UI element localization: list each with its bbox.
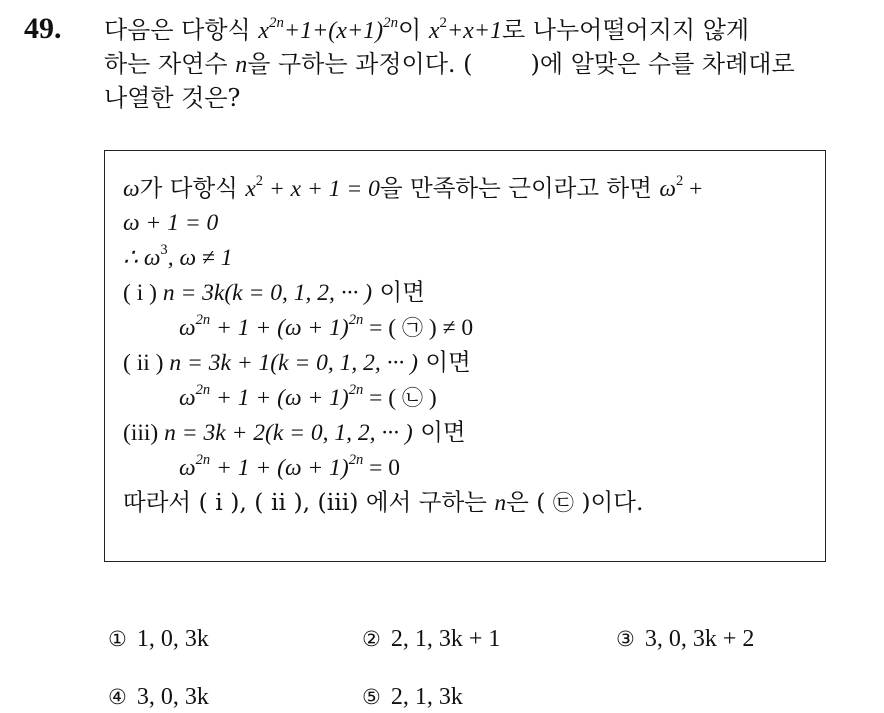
stem-text: 로 나누어떨어지지 않게 [501, 16, 750, 44]
proof-text: )이다. [573, 488, 644, 516]
stem-text: 다음은 다항식 [104, 16, 259, 44]
math-exponent: 3 [160, 242, 168, 258]
math-exponent: 2 [439, 14, 447, 31]
math-omega: ω [659, 176, 677, 202]
blank-marker-giyeok: ㉠ [402, 316, 424, 340]
choice-4[interactable] [108, 684, 209, 711]
math-exponent: 2n [383, 14, 399, 31]
proof-text: 을 만족하는 근이라고 하면 [379, 174, 660, 202]
math-exponent: 2 [255, 173, 264, 189]
math-exponent: 2n [348, 382, 364, 398]
math-expression: , ω ≠ 1 [167, 245, 233, 271]
choice-number: ⑤ [362, 685, 381, 709]
choice-number: ① [108, 627, 127, 651]
stem-text: 을 구하는 과정이다. ( [247, 50, 473, 78]
proof-text: 은 ( [506, 488, 553, 516]
choice-5[interactable] [362, 684, 463, 711]
math-exponent: 2n [348, 452, 364, 468]
math-exponent: 2n [195, 382, 211, 398]
choice-number: ③ [616, 627, 635, 651]
proof-box [104, 150, 826, 562]
math-expression: = 0 [363, 455, 401, 481]
choice-text: 2, 1, 3k + 1 [390, 626, 501, 652]
stem-text: 나열한 것은? [104, 84, 241, 112]
math-expression: = ( [363, 385, 403, 411]
proof-text: 이면 [372, 278, 425, 306]
math-expression: + 1 + (ω + 1) [210, 455, 349, 481]
case-2-condition [123, 345, 813, 380]
math-expression: + x + 1 = 0 [263, 176, 380, 202]
math-expression: +1+(x+1) [283, 18, 384, 44]
math-omega: ω [179, 315, 196, 341]
math-expression: +x+1 [446, 18, 502, 44]
choice-text: 1, 0, 3k [136, 626, 209, 652]
math-exponent: 2 [676, 173, 684, 189]
proof-text: 따라서 ( i ), ( ii ), (iii) 에서 구하는 [123, 488, 495, 516]
math-expression: + 1 + (ω + 1) [210, 315, 349, 341]
stem-line-1 [104, 14, 874, 48]
choice-2[interactable] [362, 626, 500, 653]
proof-line-1 [123, 171, 813, 206]
math-x: x [245, 176, 256, 202]
choice-text: 3, 0, 3k [136, 684, 209, 710]
math-expression: ) ≠ 0 [423, 315, 474, 341]
case-1-condition [123, 275, 813, 310]
math-exponent: 2n [195, 452, 211, 468]
math-omega: ω [179, 385, 196, 411]
math-expression: ∴ ω [123, 245, 161, 271]
proof-content [123, 171, 813, 520]
proof-text: 이면 [412, 418, 466, 446]
math-expression: n = 3k + 1(k = 0, 1, 2, ··· ) [169, 350, 418, 376]
math-omega: ω [123, 176, 140, 202]
case-3-equation [123, 450, 813, 485]
math-exponent: 2n [195, 312, 211, 328]
math-x: x [258, 18, 270, 44]
math-expression: = ( [363, 315, 403, 341]
choice-text: 2, 1, 3k [390, 684, 463, 710]
math-expression: n = 3k(k = 0, 1, 2, ··· ) [162, 280, 373, 306]
case-3-condition [123, 415, 813, 450]
stem-line-3 [104, 82, 874, 115]
question-stem [104, 14, 874, 115]
case-1-equation [123, 310, 813, 345]
choice-1[interactable] [108, 626, 209, 653]
choice-number: ② [362, 627, 381, 651]
choice-number: ④ [108, 685, 127, 709]
choice-3[interactable] [616, 626, 754, 653]
math-n: n [494, 490, 507, 516]
math-expression: ) [423, 385, 437, 411]
question-number: 49. [24, 12, 62, 45]
stem-text: 이 [398, 16, 429, 44]
stem-text: )에 알맞은 수를 차례대로 [530, 50, 795, 78]
proof-text: 가 다항식 [139, 174, 246, 202]
math-exponent: 2n [269, 14, 284, 31]
blank-marker-digeut: ㉢ [552, 491, 574, 515]
math-expression: + [683, 176, 703, 202]
math-exponent: 2n [348, 312, 364, 328]
proof-line-3 [123, 240, 813, 275]
choice-text: 3, 0, 3k + 2 [644, 626, 755, 652]
math-expression: n = 3k + 2(k = 0, 1, 2, ··· ) [164, 420, 413, 446]
math-x: x [428, 18, 440, 44]
stem-line-2 [104, 48, 874, 82]
proof-text: 이면 [417, 348, 471, 376]
case-label: ( ii ) [123, 350, 170, 376]
math-expression: + 1 + (ω + 1) [210, 385, 349, 411]
math-omega: ω [179, 455, 196, 481]
stem-text: 하는 자연수 [104, 50, 236, 78]
case-label: (iii) [123, 420, 165, 446]
case-2-equation [123, 380, 813, 415]
proof-line-2: ω + 1 = 0 [123, 210, 219, 236]
blank-marker-nieun: ㉡ [402, 386, 424, 410]
math-n: n [235, 52, 248, 78]
proof-conclusion [123, 485, 813, 520]
case-label: ( i ) [123, 280, 163, 306]
